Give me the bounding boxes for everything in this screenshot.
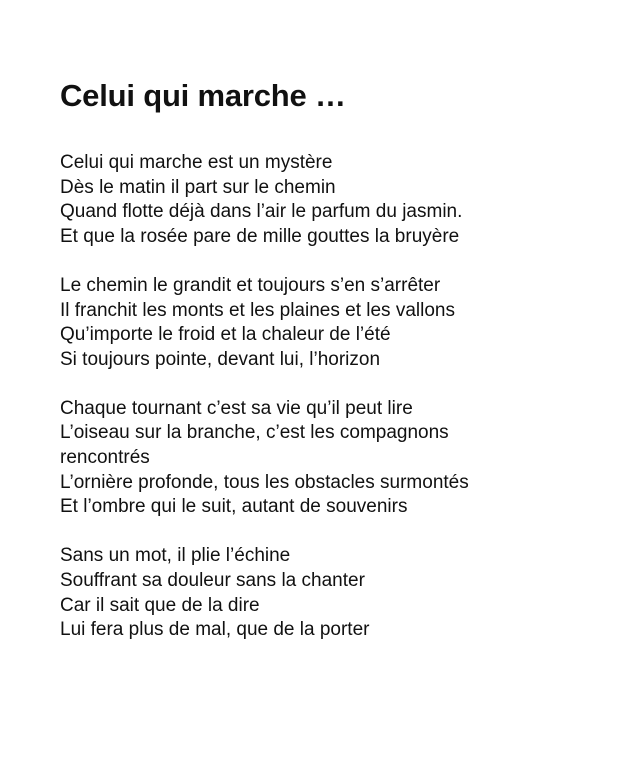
poem-title: Celui qui marche … xyxy=(60,78,346,113)
poem-body xyxy=(60,151,620,667)
verse-line: Souffrant sa douleur sans la chanter xyxy=(60,569,365,591)
verse-line: Et que la rosée pare de mille gouttes la bruyère xyxy=(60,226,460,248)
verse-line: Le chemin le grandit et toujours s’en s’arrêter xyxy=(60,274,441,296)
verse-line: L’ornière profonde, tous les obstacles surmontés xyxy=(60,471,469,493)
verse-line: Si toujours pointe, devant lui, l’horizon xyxy=(60,348,381,370)
verse-line: Sans un mot, il plie l’échine xyxy=(60,545,291,567)
verse-line: Lui fera plus de mal, que de la porter xyxy=(60,619,370,641)
stanza-1 xyxy=(60,151,620,250)
verse-line: rencontrés xyxy=(60,447,150,469)
stanza-2 xyxy=(60,274,620,373)
verse-line: Et l’ombre qui le suit, autant de souvenirs xyxy=(60,496,408,518)
verse-line: Il franchit les monts et les plaines et les vallons xyxy=(60,299,455,321)
verse-line: Chaque tournant c’est sa vie qu’il peut lire xyxy=(60,397,413,419)
verse-line: L’oiseau sur la branche, c’est les compagnons xyxy=(60,422,449,444)
stanza-3 xyxy=(60,397,620,521)
verse-line: Celui qui marche est un mystère xyxy=(60,152,333,173)
verse-line: Car il sait que de la dire xyxy=(60,594,260,616)
verse-line: Quand flotte déjà dans l’air le parfum du jasmin. xyxy=(60,201,463,223)
verse-line: Dès le matin il part sur le chemin xyxy=(60,176,336,198)
stanza-4 xyxy=(60,544,620,643)
verse-line: Qu’importe le froid et la chaleur de l’été xyxy=(60,324,391,346)
